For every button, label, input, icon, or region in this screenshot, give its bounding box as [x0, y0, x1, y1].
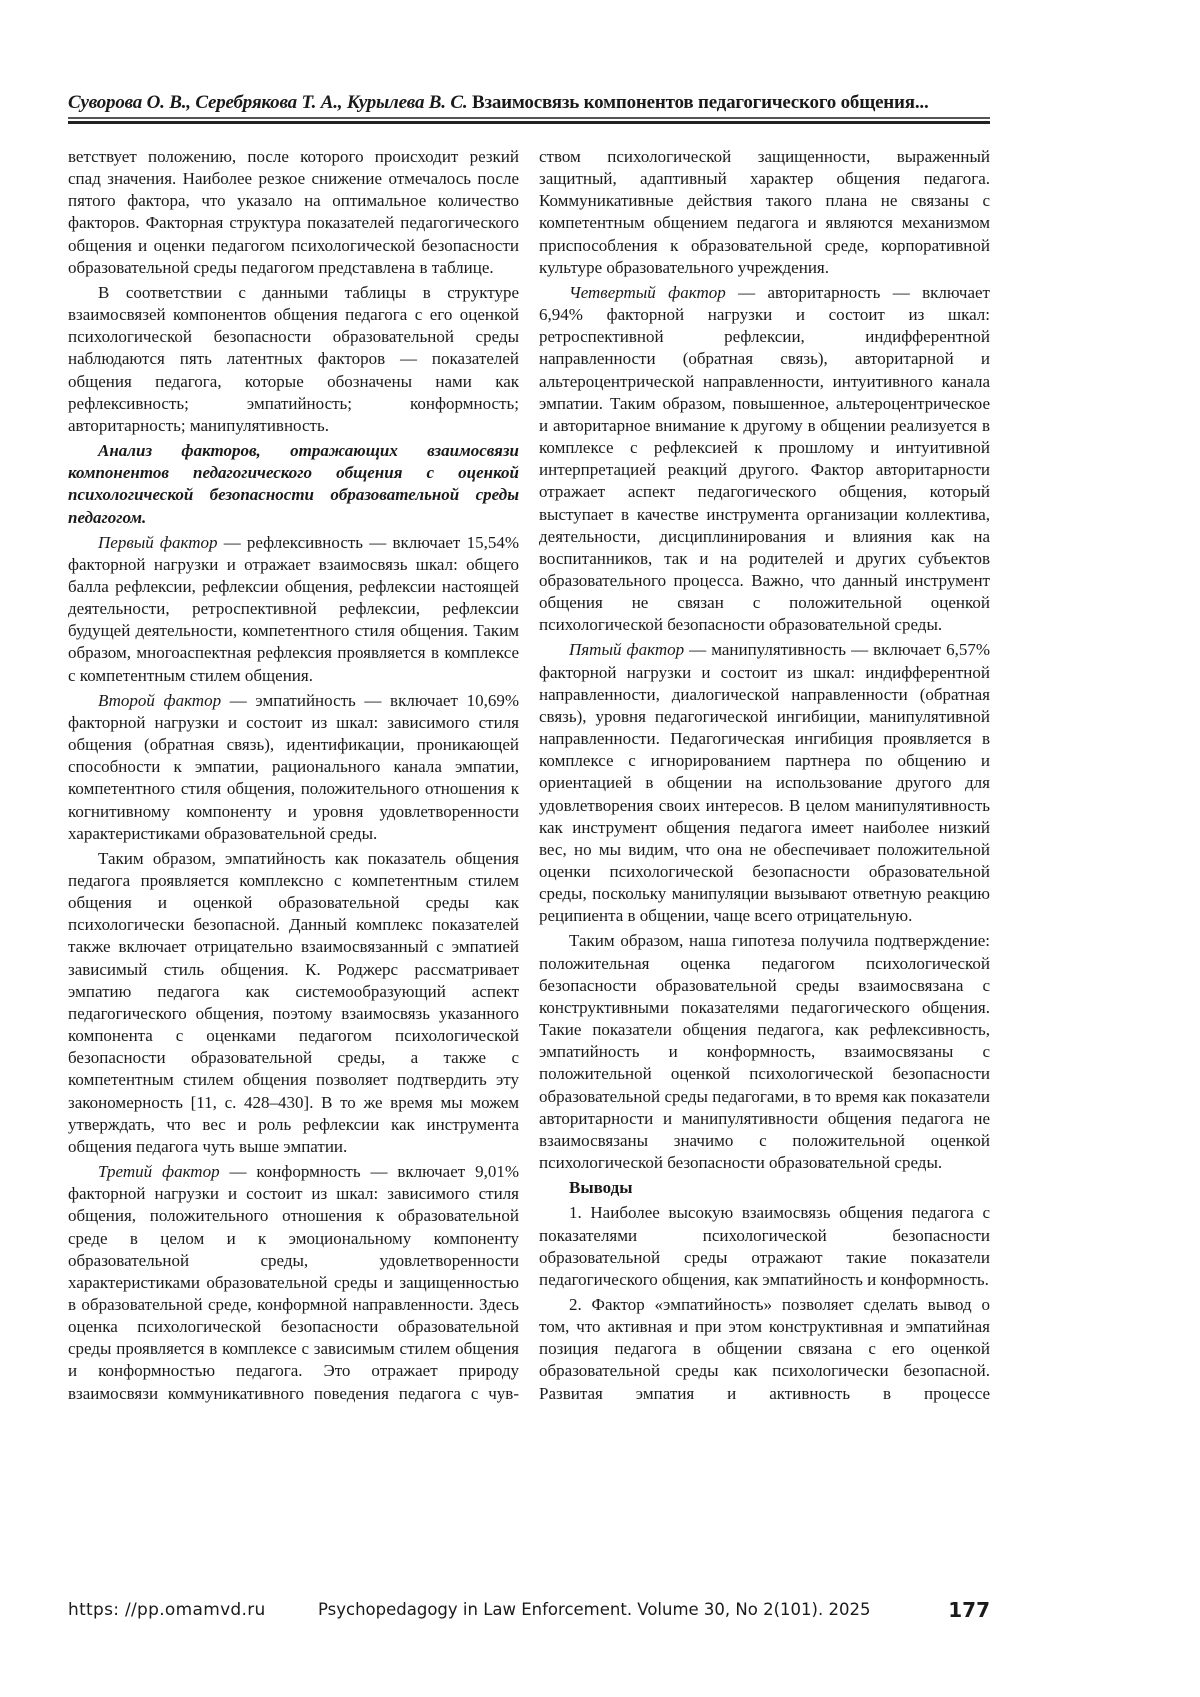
factor-lead: Первый фактор [98, 533, 218, 552]
paragraph: Таким образом, эмпатийность как показатель общения педагога проявляется комплексно с компетентным стилем общения и оценкой образовательной среды как психологически безопасной. Данный комплекс показателей также включает отрицательно взаимосвязанный с эмпатией зависимый стиль общения. К. Роджерс рассматривает эмпатию педагога как системообразующий аспект педагогического общения, поэтому взаимосвязь указанного компонента с оценками педагогом психологической безопасности образовательной среды, а также с компетентным стилем общения позволяет подтвердить эту закономерность [11, с. 428–430]. В то же время мы можем утверждать, что вес и роль рефлексии как инструмента общения педагога чуть выше эмпатии. [68, 848, 519, 1158]
page-number: 177 [948, 1598, 990, 1622]
conclusions-heading: Выводы [539, 1177, 990, 1199]
factor-4-paragraph [539, 282, 990, 637]
factor-1-paragraph [68, 532, 519, 687]
factor-text: — эмпатийность — включает 10,69% факторной нагрузки и состоит из шкал: зависимого стиля общения (обратная связь), идентификации, проникающей способности к эмпатии, рационального канала эмпатии, компетентного стиля общения, положительного отношения к когнитивному компоненту и уровня удовлетворенности характеристиками образовательной среды. [68, 691, 519, 843]
left-column [68, 146, 519, 1408]
page-footer [68, 1600, 990, 1630]
factor-lead: Четвертый фактор [569, 283, 726, 302]
factor-lead: Пятый фактор [569, 640, 684, 659]
factor-lead: Второй фактор [98, 691, 221, 710]
paragraph: ветствует положению, после которого происходит резкий спад значения. Наиболее резкое снижение отмечалось после пятого фактора, что указало на оптимальное количество факторов. Факторная структура показателей педагогического общения и оценки педагогом психологической безопасности образовательной среды педагогом представлена в таблице. [68, 146, 519, 279]
journal-citation: Psychopedagogy in Law Enforcement. Volume 30, No 2(101). 2025 [318, 1600, 870, 1619]
factor-3-paragraph [68, 1161, 519, 1405]
journal-url[interactable]: https: //pp.omamvd.ru [68, 1600, 266, 1620]
header-rule-thin [68, 117, 990, 119]
factor-lead: Третий фактор [98, 1162, 220, 1181]
paragraph: В соответствии с данными таблицы в структуре взаимосвязей компонентов общения педагога с его оценкой психологической безопасности образовательной среды наблюдаются пять латентных факторов — показателей общения педагога, которые обозначены нами как рефлексивность; эмпатийность; конформность; авторитарность; манипулятивность. [68, 282, 519, 437]
paragraph: ством психологической защищенности, выраженный защитный, адаптивный характер общения педагога. Коммуникативные действия такого плана не связаны с компетентным общением педагога и являются механизмом приспособления к образовательной среде, корпоративной культуре образовательного учреждения. [539, 146, 990, 279]
running-header [68, 92, 990, 114]
factor-text: — рефлексивность — включает 15,54% факторной нагрузки и отражает взаимосвязь шкал: общего балла рефлексии, рефлексии общения, рефлексии настоящей деятельности, ретроспективной рефлексии, рефлексии будущей деятельности, компетентного стиля общения. Таким образом, многоаспектная рефлексия проявляется в комплексе с компетентным стилем общения. [68, 533, 519, 685]
factor-text: — авторитарность — включает 6,94% факторной нагрузки и состоит из шкал: ретроспективной рефлексии, индифферентной направленности (обратная связь), авторитарной и альтероцентрической направленности, интуитивного канала эмпатии. Таким образом, повышенное, альтероцентрическое и авторитарное внимание к другому в общении реализуется в комплексе с рефлексией к прошлому и интуитивной интерпретацией реакций другого. Фактор авторитарности отражает аспект педагогического общения, который выступает в качестве инструмента организации коллектива, деятельности, дисциплинирования и влияния как на воспитанников, так и на родителей и других субъектов образовательного процесса. Важно, что данный инструмент общения не связан с положительной оценкой психологической безопасности образовательной среды. [539, 283, 990, 634]
header-authors: Суворова О. В., Серебрякова Т. А., Курылева В. С. [68, 92, 467, 113]
header-title: Взаимосвязь компонентов педагогического общения... [472, 92, 929, 113]
section-title: Анализ факторов, отражающих взаимосвязи компонентов педагогического общения с оценкой психологической безопасности образовательной среды педагогом. [68, 440, 519, 529]
factor-text: — конформность — включает 9,01% факторной нагрузки и состоит из шкал: зависимого стиля общения, положительного отношения к образовательной среде в целом и к эмоциональному компоненту образовательной среды, удовлетворенности характеристиками образовательной среды и защищенностью в образовательной среде, конформной направленности. Здесь оценка психологической безопасности образовательной среды проявляется в комплексе с зависимым стилем общения и конформностью педагога. Это отражает природу взаимосвязи коммуникативного поведения педагога с чув- [68, 1162, 519, 1403]
factor-text: — манипулятивность — включает 6,57% факторной нагрузки и состоит из шкал: индифферентной направленности, диалогической направленности (обратная связь), уровня педагогической ингибиции, манипулятивной направленности. Педагогическая ингибиция проявляется в комплексе с игнорированием партнера по общению и ориентацией в общении на использование другого для удовлетворения своих интересов. В целом манипулятивность как инструмент общения педагога имеет наиболее низкий вес, но мы видим, что она не обеспечивает положительной оценки психологической безопасности образовательной среды, поскольку манипуляции вызывают ответную реакцию реципиента в общении, чаще всего отрицательную. [539, 640, 990, 925]
header-rule-thick [68, 121, 990, 124]
conclusion-item: 1. Наиболее высокую взаимосвязь общения педагога с показателями психологической безопасности образовательной среды отражают такие показатели педагогического общения, как эмпатийность и конформность. [539, 1202, 990, 1291]
conclusion-item: 2. Фактор «эмпатийность» позволяет сделать вывод о том, что активная и при этом конструктивная и эмпатийная позиция педагога в общении связана с его оценкой образовательной среды как психологически безопасной. Развитая эмпатия и активность в процессе [539, 1294, 990, 1405]
factor-5-paragraph [539, 639, 990, 927]
paragraph: Таким образом, наша гипотеза получила подтверждение: положительная оценка педагогом психологической безопасности образовательной среды взаимосвязана с конструктивными показателями педагогического общения. Такие показатели общения педагога, как рефлексивность, эмпатийность и конформность, взаимосвязаны с положительной оценкой психологической безопасности образовательной среды педагогами, в то время как показатели авторитарности и манипулятивности общения педагога не взаимосвязаны значимо с положительной оценкой психологической безопасности образовательной среды. [539, 930, 990, 1174]
right-column [539, 146, 990, 1408]
factor-2-paragraph [68, 690, 519, 845]
